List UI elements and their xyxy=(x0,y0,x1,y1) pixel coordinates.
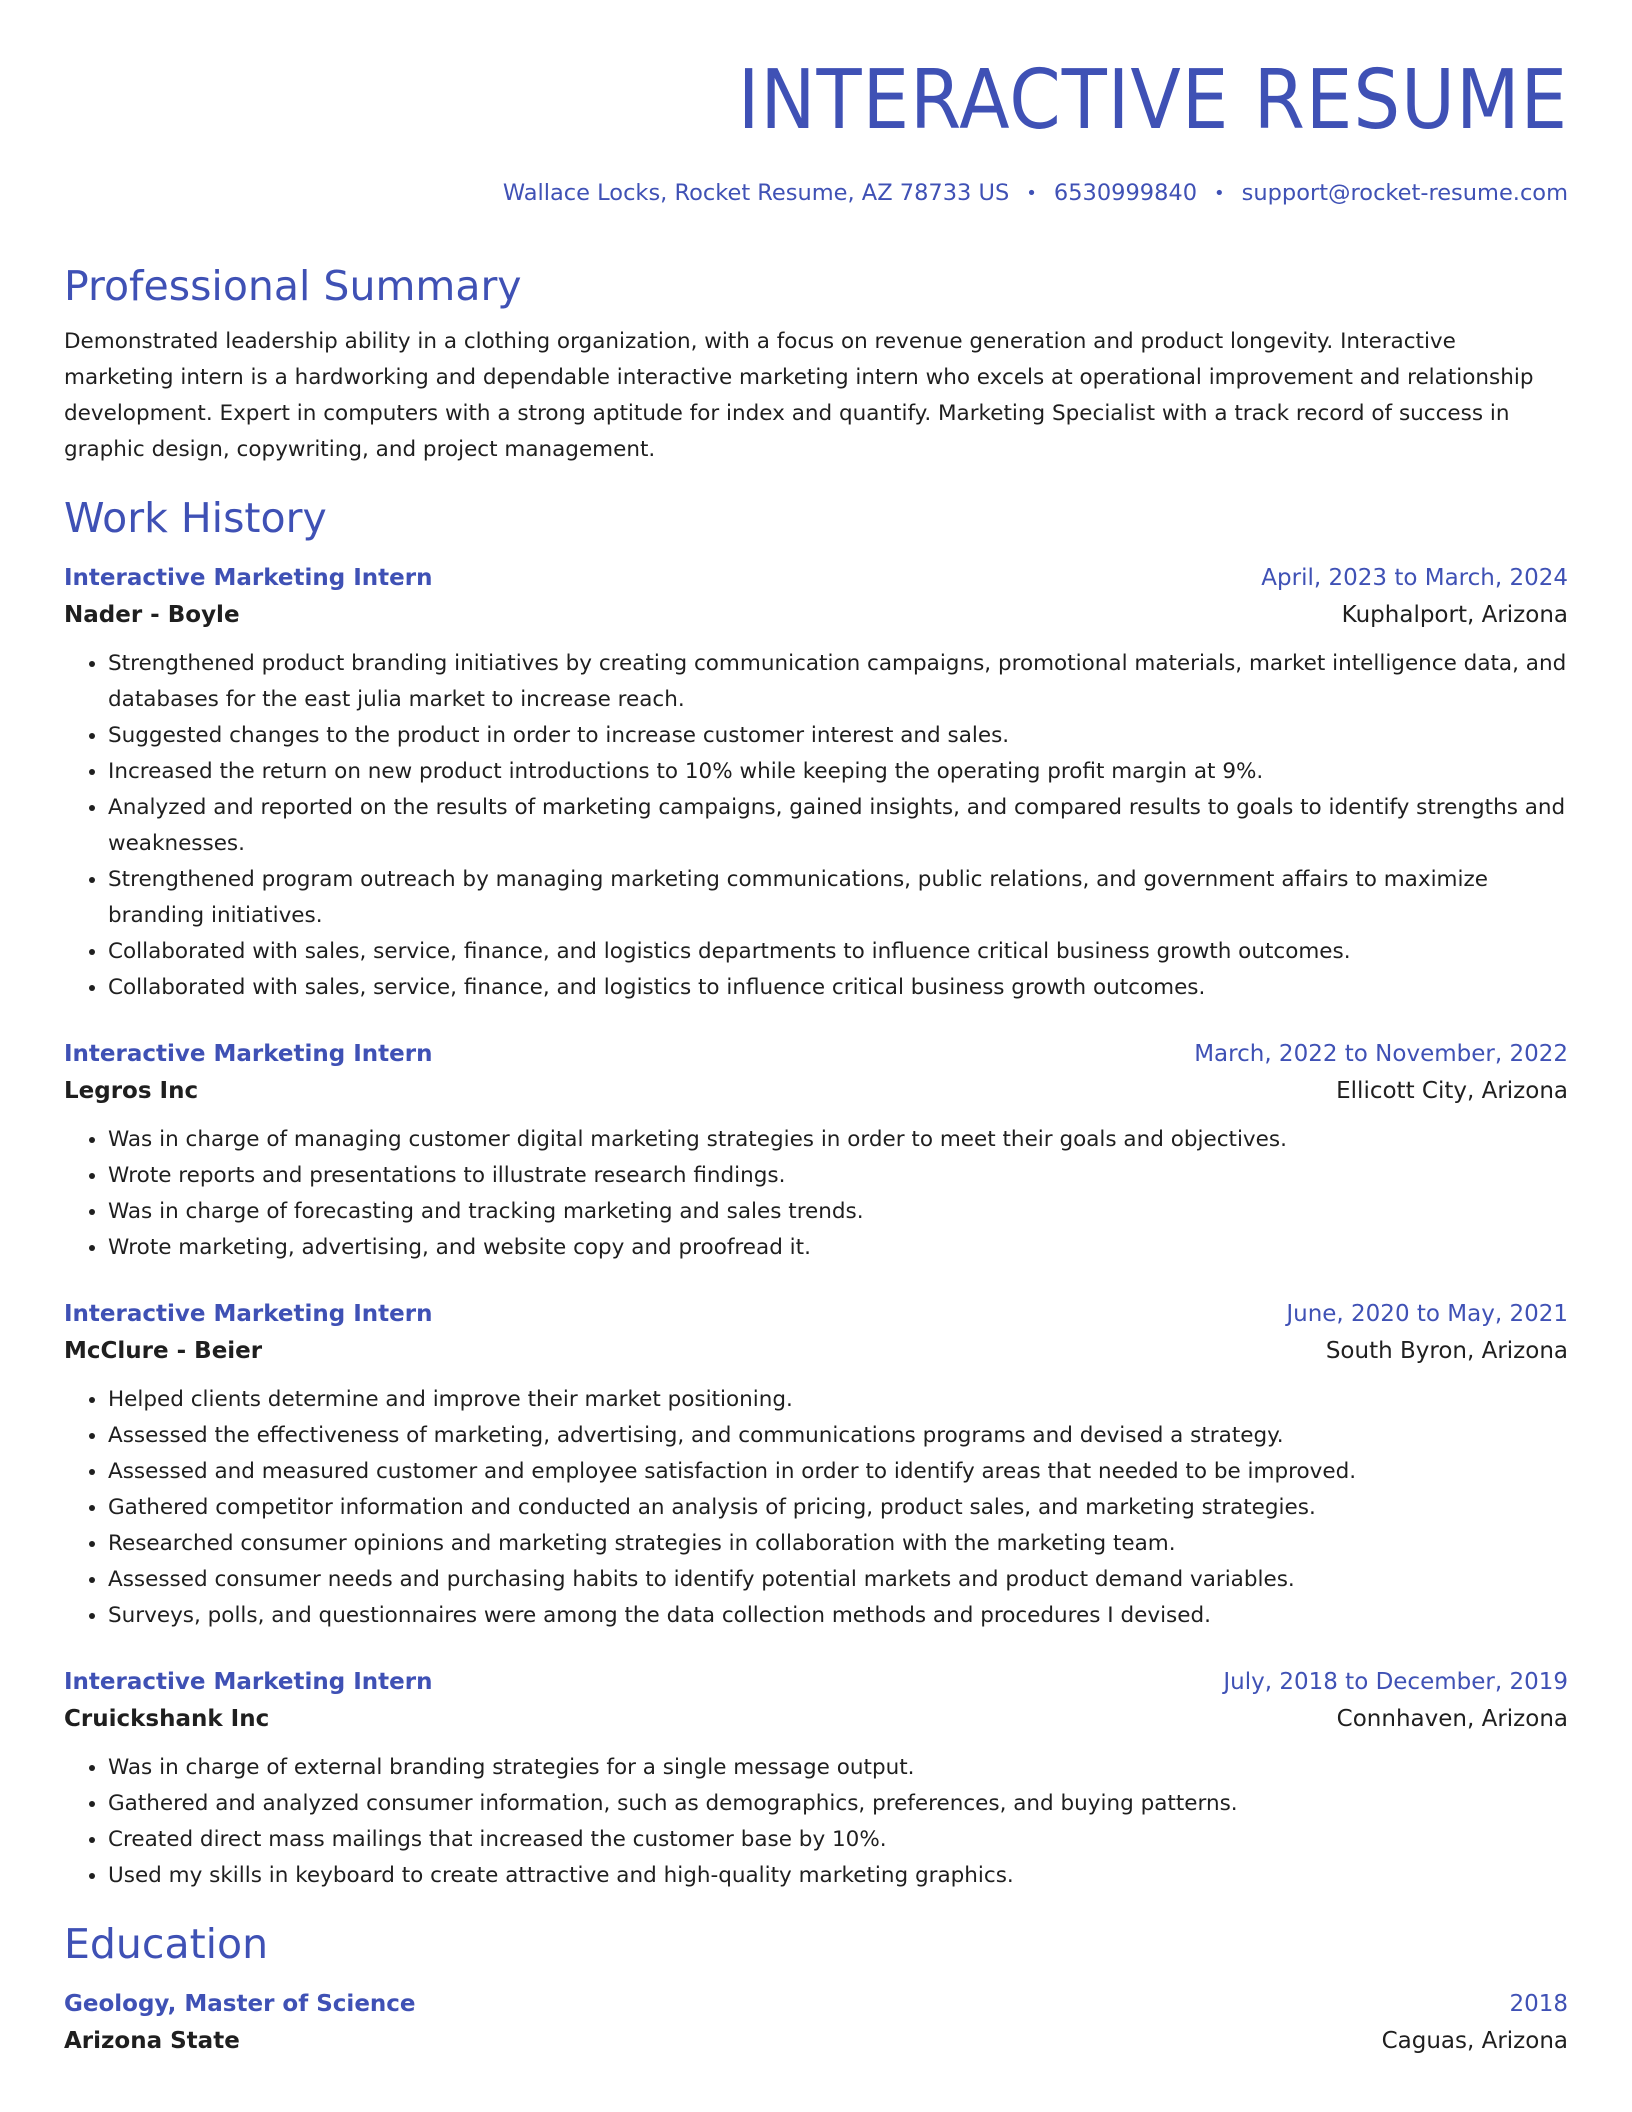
job-bullets xyxy=(64,1122,1568,1266)
job-bullet: • Was in charge of managing customer digital marketing strategies in order to meet their goals and objectives. xyxy=(108,1122,1568,1158)
contact-address: Wallace Locks, Rocket Resume, AZ 78733 US xyxy=(502,180,1010,206)
job-location: Kuphalport, Arizona xyxy=(1341,602,1568,628)
education-section xyxy=(64,1916,1568,2060)
job-bullet: • Assessed consumer needs and purchasing habits to identify potential markets and product demand variables. xyxy=(108,1562,1568,1598)
education-degree: Geology, Master of Science xyxy=(64,1991,416,2017)
job-bullet: • Assessed and measured customer and employee satisfaction in order to identify areas that needed to be improved. xyxy=(108,1454,1568,1490)
job-dates: April, 2023 to March, 2024 xyxy=(1261,565,1568,591)
contact-line xyxy=(503,180,1568,206)
contact-phone: 6530999840 xyxy=(1053,180,1198,206)
job-bullets xyxy=(64,1750,1568,1894)
resume-name: INTERACTIVE RESUME xyxy=(737,53,1568,148)
job-bullet: • Gathered competitor information and conducted an analysis of pricing, product sales, and marketing strategies. xyxy=(108,1490,1568,1526)
job-bullets xyxy=(64,646,1568,1006)
education-entry xyxy=(64,1986,1568,2060)
section-title-education: Education xyxy=(64,1920,269,1968)
resume-header xyxy=(503,52,1568,206)
job-company: Nader - Boyle xyxy=(64,602,240,628)
section-title-work-history: Work History xyxy=(64,494,327,542)
job-location: South Byron, Arizona xyxy=(1325,1338,1568,1364)
contact-email: support@rocket-resume.com xyxy=(1241,180,1568,206)
job-location: Ellicott City, Arizona xyxy=(1336,1078,1568,1104)
job-bullet: • Wrote reports and presentations to illustrate research findings. xyxy=(108,1158,1568,1194)
job-entry xyxy=(64,560,1568,1006)
job-bullet: • Created direct mass mailings that increased the customer base by 10%. xyxy=(108,1822,1568,1858)
job-entry xyxy=(64,1296,1568,1634)
job-bullet: • Researched consumer opinions and marketing strategies in collaboration with the marketing team. xyxy=(108,1526,1568,1562)
job-bullet: • Assessed the effectiveness of marketing, advertising, and communications programs and devised a strategy. xyxy=(108,1418,1568,1454)
job-dates: July, 2018 to December, 2019 xyxy=(1223,1669,1568,1695)
job-company: Legros Inc xyxy=(64,1078,199,1104)
job-title: Interactive Marketing Intern xyxy=(64,1041,433,1067)
job-entry xyxy=(64,1036,1568,1266)
job-bullets xyxy=(64,1382,1568,1634)
job-bullet: • Suggested changes to the product in order to increase customer interest and sales. xyxy=(108,718,1568,754)
job-bullet: • Collaborated with sales, service, finance, and logistics to influence critical business growth outcomes. xyxy=(108,970,1568,1006)
job-bullet: • Surveys, polls, and questionnaires were among the data collection methods and procedures I devised. xyxy=(108,1598,1568,1634)
job-location: Connhaven, Arizona xyxy=(1336,1706,1568,1732)
job-company: Cruickshank Inc xyxy=(64,1706,270,1732)
education-school: Arizona State xyxy=(64,2028,240,2054)
contact-separator: • xyxy=(1214,182,1225,204)
job-company: McClure - Beier xyxy=(64,1338,263,1364)
summary-section xyxy=(64,258,1568,468)
job-bullet: • Gathered and analyzed consumer information, such as demographics, preferences, and buying patterns. xyxy=(108,1786,1568,1822)
education-location: Caguas, Arizona xyxy=(1381,2028,1568,2054)
education-year: 2018 xyxy=(1509,1991,1568,2017)
job-bullet: • Wrote marketing, advertising, and website copy and proofread it. xyxy=(108,1230,1568,1266)
job-title: Interactive Marketing Intern xyxy=(64,1301,433,1327)
section-title-summary: Professional Summary xyxy=(64,262,522,310)
job-bullet: • Helped clients determine and improve their market positioning. xyxy=(108,1382,1568,1418)
job-title: Interactive Marketing Intern xyxy=(64,1669,433,1695)
contact-separator: • xyxy=(1026,182,1037,204)
job-bullet: • Analyzed and reported on the results of marketing campaigns, gained insights, and compared results to goals to identify strengths and weaknesses. xyxy=(108,790,1568,862)
job-bullet: • Increased the return on new product introductions to 10% while keeping the operating profit margin at 9%. xyxy=(108,754,1568,790)
job-bullet: • Collaborated with sales, service, finance, and logistics departments to influence critical business growth outcomes. xyxy=(108,934,1568,970)
job-bullet: • Was in charge of external branding strategies for a single message output. xyxy=(108,1750,1568,1786)
work-history-section xyxy=(64,490,1568,1894)
job-bullet: • Strengthened program outreach by managing marketing communications, public relations, and government affairs to maximize branding initiatives. xyxy=(108,862,1568,934)
job-dates: March, 2022 to November, 2022 xyxy=(1194,1041,1568,1067)
job-dates: June, 2020 to May, 2021 xyxy=(1286,1301,1568,1327)
job-bullet: • Used my skills in keyboard to create attractive and high-quality marketing graphics. xyxy=(108,1858,1568,1894)
job-bullet: • Was in charge of forecasting and tracking marketing and sales trends. xyxy=(108,1194,1568,1230)
job-bullet: • Strengthened product branding initiatives by creating communication campaigns, promotional materials, market intelligence data, and databases for the east julia market to increase reach. xyxy=(108,646,1568,718)
job-entry xyxy=(64,1664,1568,1894)
summary-text: Demonstrated leadership ability in a clothing organization, with a focus on revenue generation and product longevity. Interactive marketing intern is a hardworking and dependable interactive marketing intern who excels at operational improvement and relationship development. Expert in computers with a strong aptitude for index and quantify. Marketing Specialist with a track record of success in graphic design, copywriting, and project management. xyxy=(64,329,1534,462)
job-title: Interactive Marketing Intern xyxy=(64,565,433,591)
resume-content xyxy=(64,258,1568,2060)
